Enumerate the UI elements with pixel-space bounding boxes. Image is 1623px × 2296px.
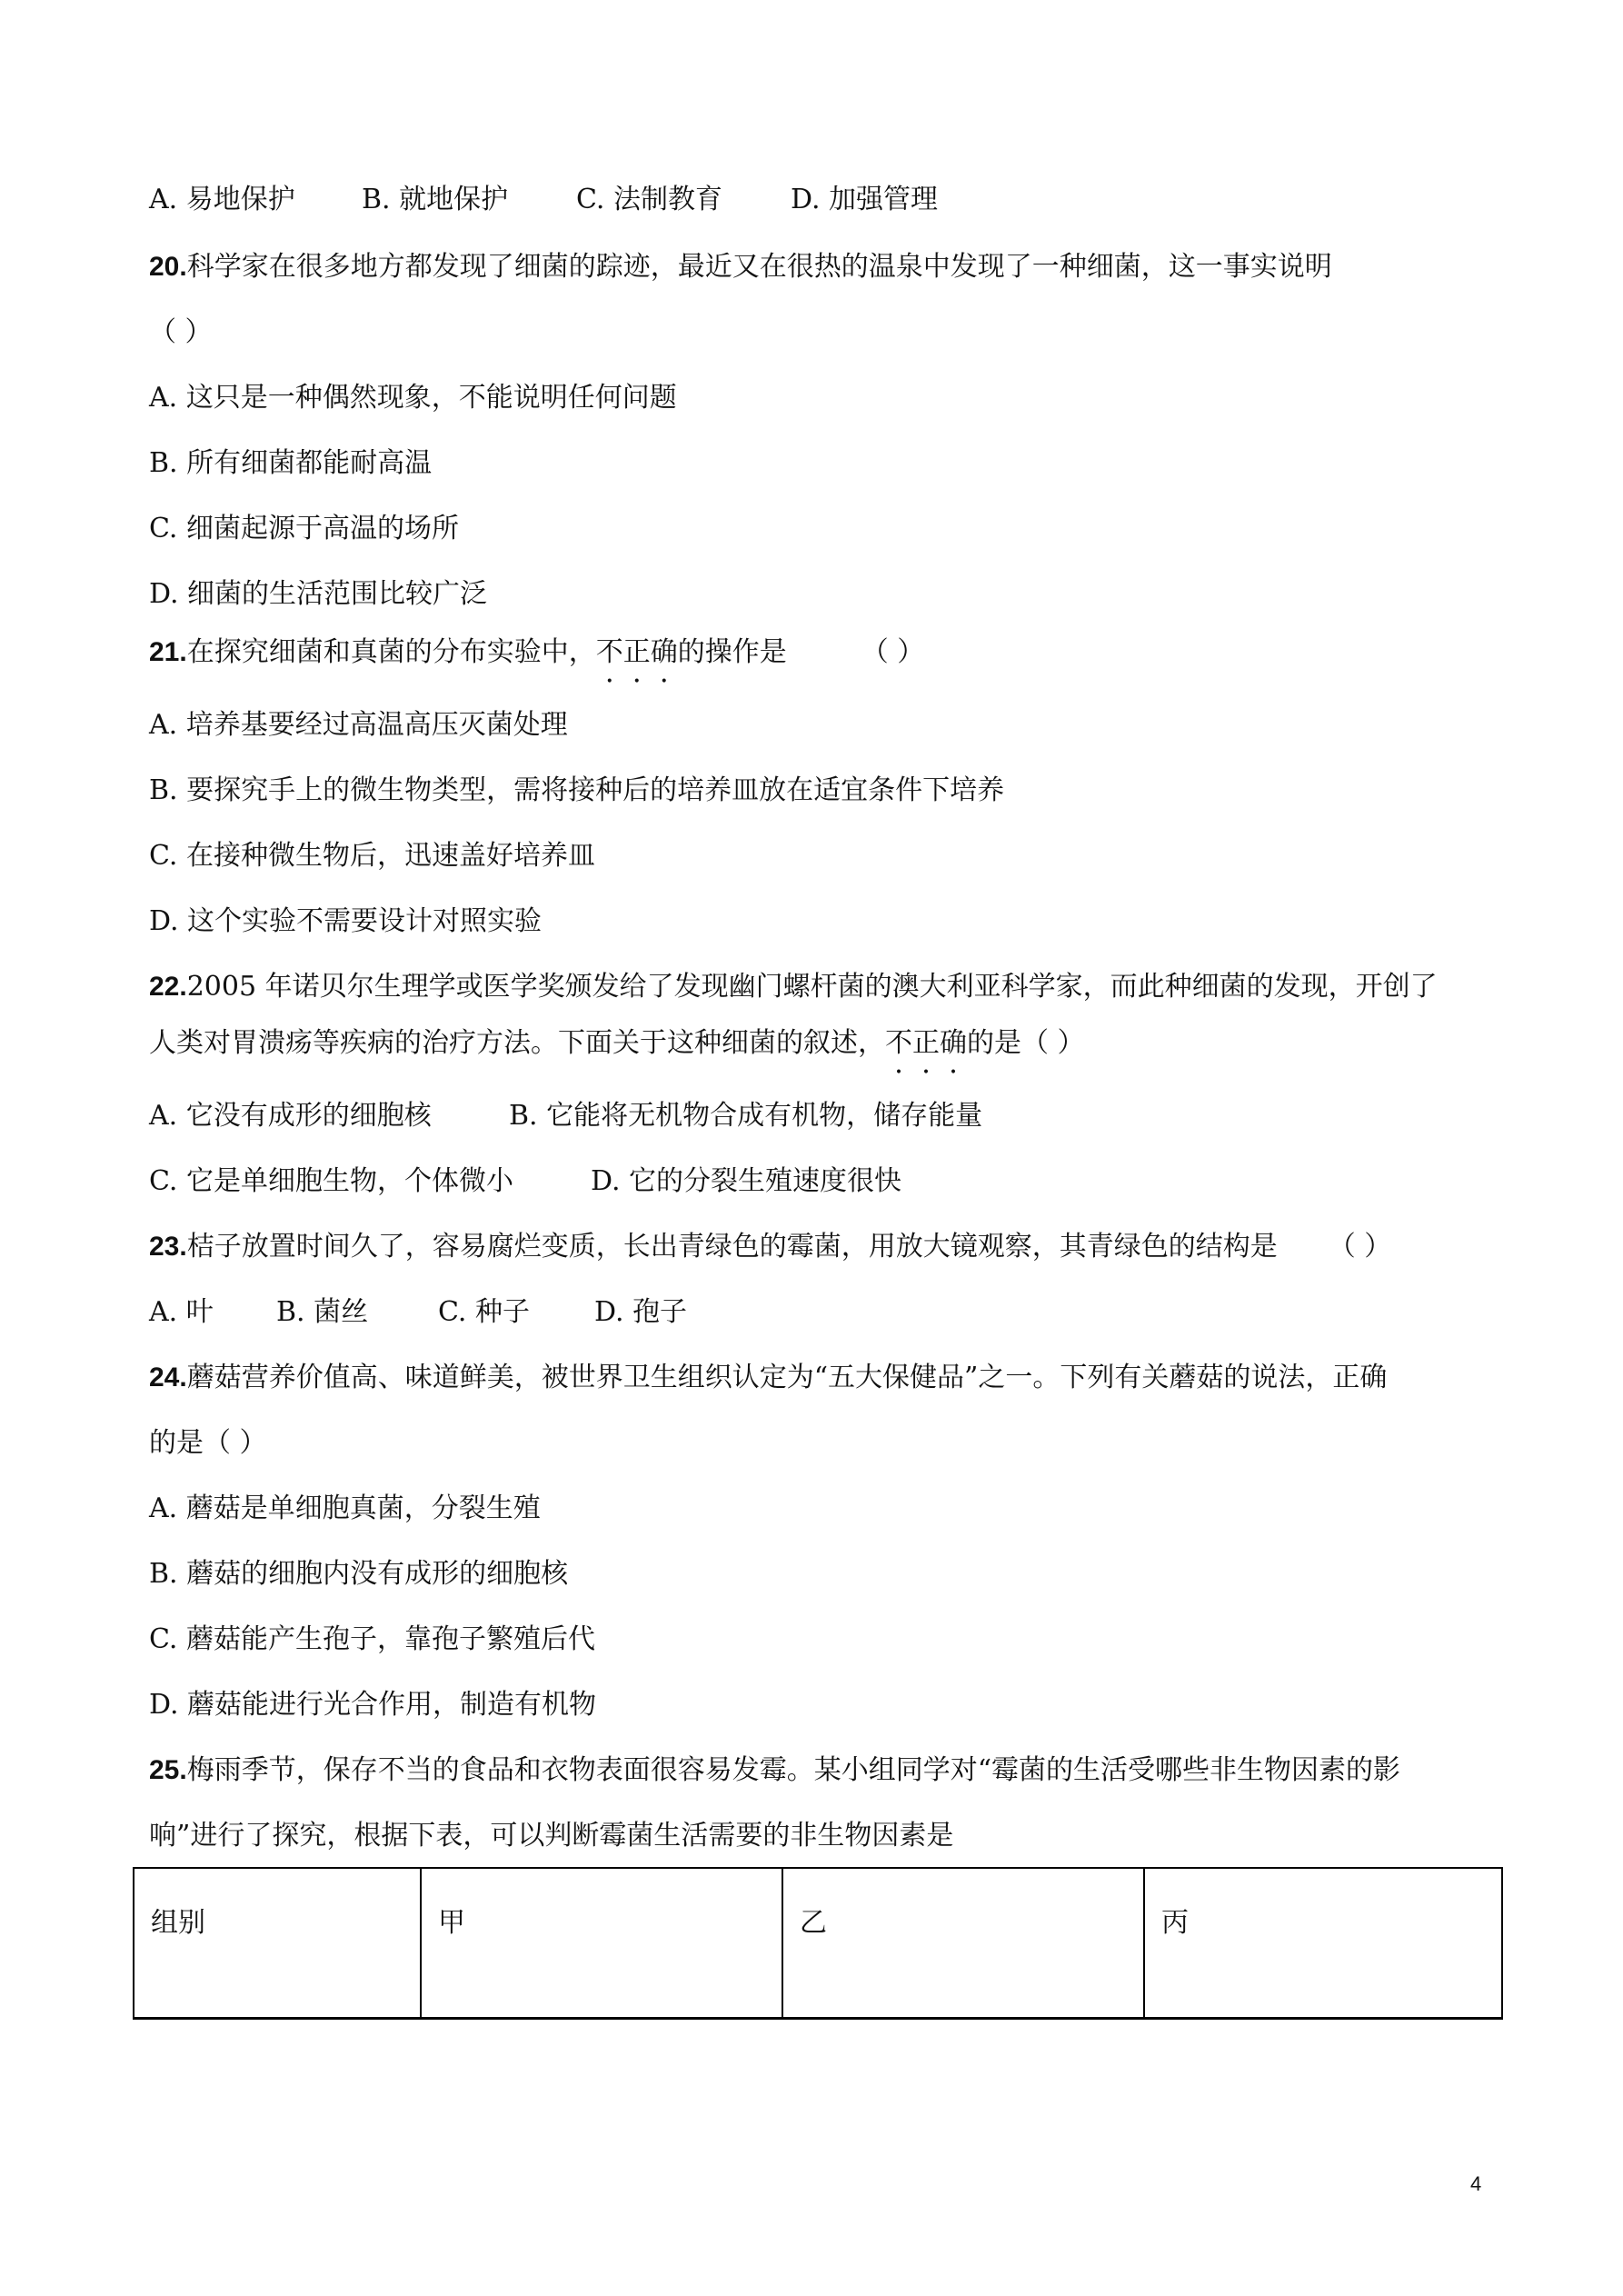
q20-number: 20. xyxy=(149,252,187,282)
q21-emph-char: 正 xyxy=(622,636,651,668)
q19-option-d: D. 加强管理 xyxy=(791,184,939,215)
q24-option-c: C. 蘑菇能产生孢子，靠孢子繁殖后代 xyxy=(149,1623,595,1655)
q21-stem-pre: 在探究细菌和真菌的分布实验中， xyxy=(186,636,596,668)
q25-stem-line1 xyxy=(149,1752,1400,1789)
q20-stem xyxy=(149,249,1332,285)
q21-emph-char: 确 xyxy=(650,636,678,668)
q21-option-c: C. 在接种微生物后，迅速盖好培养皿 xyxy=(149,840,595,872)
q22-stem-line1-text: 2005 年诺贝尔生理学或医学奖颁发给了发现幽门螺杆菌的澳大利亚科学家，而此种细菌的发现，开创了 xyxy=(186,971,1438,1003)
q22-options-row1 xyxy=(149,1098,982,1134)
q25-stem-line2: 响”进行了探究，根据下表，可以判断霉菌生活需要的非生物因素是 xyxy=(149,1820,954,1852)
q22-stem-line2 xyxy=(149,1025,1085,1062)
table-header-bing: 丙 xyxy=(1144,1868,1502,2019)
q25-stem-line1-text: 梅雨季节，保存不当的食品和衣物表面很容易发霉。某小组同学对“霉菌的生活受哪些非生物因素的影 xyxy=(186,1754,1401,1786)
q24-stem-line1 xyxy=(149,1360,1387,1396)
q20-option-b: B. 所有细菌都能耐高温 xyxy=(149,447,433,479)
q20-option-d: D. 细菌的生活范围比较广泛 xyxy=(149,578,488,610)
q23-option-d: D. 孢子 xyxy=(594,1296,688,1328)
q22-option-d: D. 它的分裂生殖速度很快 xyxy=(591,1165,902,1197)
q20-option-a: A. 这只是一种偶然现象，不能说明任何问题 xyxy=(149,382,677,414)
q25-number: 25. xyxy=(149,1755,187,1785)
q21-option-d: D. 这个实验不需要设计对照实验 xyxy=(149,905,543,937)
q19-option-a: A. 易地保护 xyxy=(149,184,295,215)
q23-stem-text: 桔子放置时间久了，容易腐烂变质，长出青绿色的霉菌，用放大镜观察，其青绿色的结构是 xyxy=(186,1231,1278,1263)
q23-paren: （ ） xyxy=(1328,1231,1392,1263)
q23-option-a: A. 叶 xyxy=(149,1296,214,1328)
q23-stem xyxy=(149,1229,1391,1265)
q22-emph-char: 确 xyxy=(940,1027,967,1059)
q22-option-c: C. 它是单细胞生物，个体微小 xyxy=(149,1165,513,1197)
q23-option-c: C. 种子 xyxy=(438,1296,530,1328)
q24-option-a: A. 蘑菇是单细胞真菌，分裂生殖 xyxy=(149,1492,541,1524)
q22-number: 22. xyxy=(149,972,187,1002)
q19-options xyxy=(149,182,938,218)
q21-stem xyxy=(149,634,924,671)
q21-stem-post: 的操作是 xyxy=(677,636,787,668)
q20-stem-text: 科学家在很多地方都发现了细菌的踪迹，最近又在很热的温泉中发现了一种细菌，这一事实说明 xyxy=(186,251,1332,283)
q23-number: 23. xyxy=(149,1232,187,1262)
q23-options xyxy=(149,1294,687,1331)
q21-option-b: B. 要探究手上的微生物类型，需将接种后的培养皿放在适宜条件下培养 xyxy=(149,774,1005,806)
q19-option-c: C. 法制教育 xyxy=(576,184,722,215)
q21-option-a: A. 培养基要经过高温高压灭菌处理 xyxy=(149,709,568,741)
q21-paren: （ ） xyxy=(861,636,925,668)
q25-table xyxy=(133,1867,1503,2020)
q22-emph-char: 不 xyxy=(885,1027,912,1059)
q20-paren: （ ） xyxy=(149,316,213,348)
q24-stem-line1-text: 蘑菇营养价值高、味道鲜美，被世界卫生组织认定为“五大保健品”之一。下列有关蘑菇的说法，正确 xyxy=(186,1362,1388,1393)
table-header-group: 组别 xyxy=(134,1868,421,2019)
q22-option-a: A. 它没有成形的细胞核 xyxy=(149,1100,432,1132)
q23-option-b: B. 菌丝 xyxy=(276,1296,369,1328)
q22-stem-line2-post: 的是（ ） xyxy=(967,1027,1085,1059)
q24-number: 24. xyxy=(149,1363,187,1393)
table-header-yi: 乙 xyxy=(782,1868,1144,2019)
q22-stem-line2-pre: 人类对胃溃疡等疾病的治疗方法。下面关于这种细菌的叙述， xyxy=(149,1027,885,1059)
q22-options-row2 xyxy=(149,1163,901,1200)
q22-option-b: B. 它能将无机物合成有机物，储存能量 xyxy=(509,1100,983,1132)
q24-stem-line2: 的是（ ） xyxy=(149,1427,267,1459)
q21-emph-char: 不 xyxy=(595,636,623,668)
q21-number: 21. xyxy=(149,637,187,667)
table-header-jia: 甲 xyxy=(421,1868,782,2019)
q22-stem-line1 xyxy=(149,969,1438,1005)
q20-option-c: C. 细菌起源于高温的场所 xyxy=(149,513,459,544)
q22-emph-char: 正 xyxy=(912,1027,940,1059)
table-row xyxy=(134,1868,1502,2019)
q24-option-b: B. 蘑菇的细胞内没有成形的细胞核 xyxy=(149,1558,569,1590)
q24-option-d: D. 蘑菇能进行光合作用，制造有机物 xyxy=(149,1689,597,1721)
q19-option-b: B. 就地保护 xyxy=(362,184,509,215)
page-number: 4 xyxy=(1470,2172,1482,2195)
